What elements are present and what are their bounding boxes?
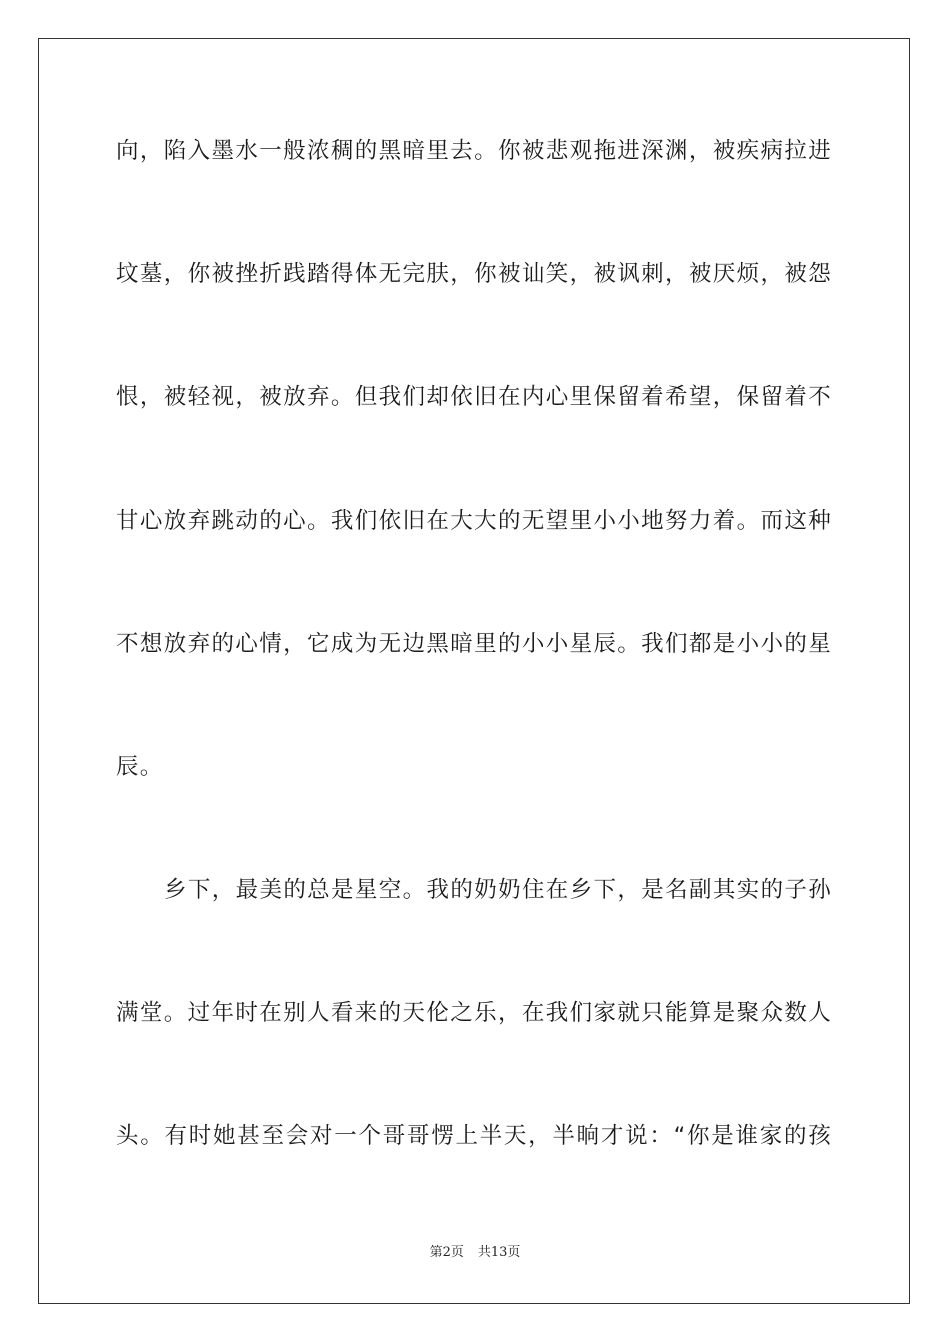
page-footer — [0, 1244, 950, 1262]
text-line: 恨，被轻视，被放弃。但我们却依旧在内心里保留着希望，保留着不 — [116, 384, 832, 410]
text-line: 头。有时她甚至会对一个哥哥愣上半天，半晌才说：“你是谁家的孩 — [116, 1123, 832, 1149]
page-border — [38, 38, 910, 1304]
text-line: 乡下，最美的总是星空。我的奶奶住在乡下，是名副其实的子孙 — [164, 877, 832, 903]
text-line: 辰。 — [116, 754, 164, 780]
page-total: 共13页 — [477, 1245, 521, 1260]
text-line: 不想放弃的心情，它成为无边黑暗里的小小星辰。我们都是小小的星 — [116, 631, 832, 657]
text-line: 满堂。过年时在别人看来的天伦之乐，在我们家就只能算是聚众数人 — [116, 1000, 832, 1026]
page-number: 第2页 — [429, 1245, 464, 1260]
text-line: 甘心放弃跳动的心。我们依旧在大大的无望里小小地努力着。而这种 — [116, 508, 832, 534]
text-line: 向，陷入墨水一般浓稠的黑暗里去。你被悲观拖进深渊，被疾病拉进 — [116, 138, 832, 164]
text-line: 坟墓，你被挫折践踏得体无完肤，你被讪笑，被讽刺，被厌烦，被怨 — [116, 261, 832, 287]
